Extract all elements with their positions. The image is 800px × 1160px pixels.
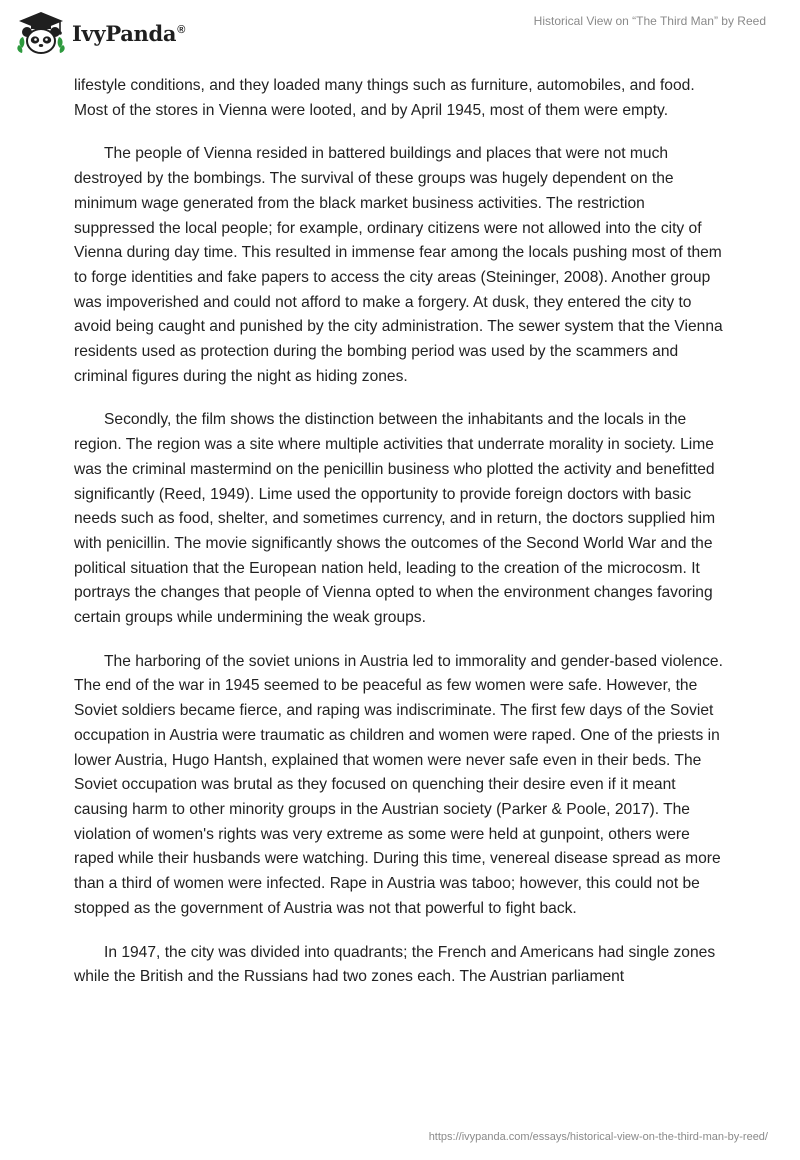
ivypanda-logo[interactable]	[16, 10, 185, 56]
logo-wordmark	[72, 21, 185, 46]
paragraph-5: In 1947, the city was divided into quadrants; the French and Americans had single zones while the British and the Russians had two zones each. The Austrian parliament	[74, 943, 716, 986]
page-header	[0, 0, 800, 64]
paragraph-3: Secondly, the film shows the distinction between the inhabitants and the locals in the region. The region was a site where multiple activities that underrate morality in society. Lime was the criminal mastermind on the penicillin business who plotted the activity and benefitted significantly (Reed, 1949). Lime used the opportunity to provide foreign doctors with basic needs such as food, shelter, and sometimes currency, and in return, the doctors supplied him with penicillin. The movie significantly shows the outcomes of the Second World War and the political situation that the European nation held, leading to the creation of the microcosm. It portrays the changes that people of Vienna opted to when the environment changes favoring certain groups while undermining the weak groups.	[74, 411, 716, 627]
paragraph-1: lifestyle conditions, and they loaded many things such as furniture, automobiles, and food. Most of the stores in Vienna were looted, and by April 1945, most of them were empty.	[74, 77, 695, 119]
document-title: Historical View on “The Third Man” by Reed	[533, 14, 766, 28]
paragraph-4: The harboring of the soviet unions in Austria led to immorality and gender-based violence. The end of the war in 1945 seemed to be peaceful as few women were safe. However, the Soviet soldiers became fierce, and raping was indiscriminate. The first few days of the Soviet occupation in Austria were traumatic as children and women were raped. One of the priests in lower Austria, Hugo Hantsh, explained that women were never safe even in their beds. The Soviet occupation was brutal as they focused on quenching their desire even if it meant causing harm to other minority groups in the Austrian society (Parker & Poole, 2017). The violation of women's rights was very extreme as some were held at gunpoint, others were raped while their husbands were watching. During this time, venereal disease spread as more than a third of women were infected. Rape in Austria was taboo; however, this could not be stopped as the government of Austria was not that powerful to fight back.	[74, 652, 723, 917]
essay-body	[74, 74, 724, 1009]
registered-mark: ®	[177, 23, 186, 36]
logo-name: IvyPanda	[72, 20, 177, 46]
paragraph-2: The people of Vienna resided in battered buildings and places that were not much destroyed by the bombings. The survival of these groups was hugely dependent on the minimum wage generated from the black market business activities. The restriction suppressed the local people; for example, ordinary citizens were not allowed into the city of Vienna during day time. This resulted in immense fear among the locals pushing most of them to forge identities and fake papers to access the city areas (Steininger, 2008). Another group was impoverished and could not afford to make a forgery. At dusk, they entered the city to avoid being caught and punished by the city administration. The sewer system that the Vienna residents used as protection during the bombing period was used by the scammers and criminal figures during the night as hiding zones.	[74, 145, 723, 385]
source-url[interactable]: https://ivypanda.com/essays/historical-view-on-the-third-man-by-reed/	[428, 1131, 768, 1143]
panda-graduation-cap-icon	[16, 10, 66, 56]
